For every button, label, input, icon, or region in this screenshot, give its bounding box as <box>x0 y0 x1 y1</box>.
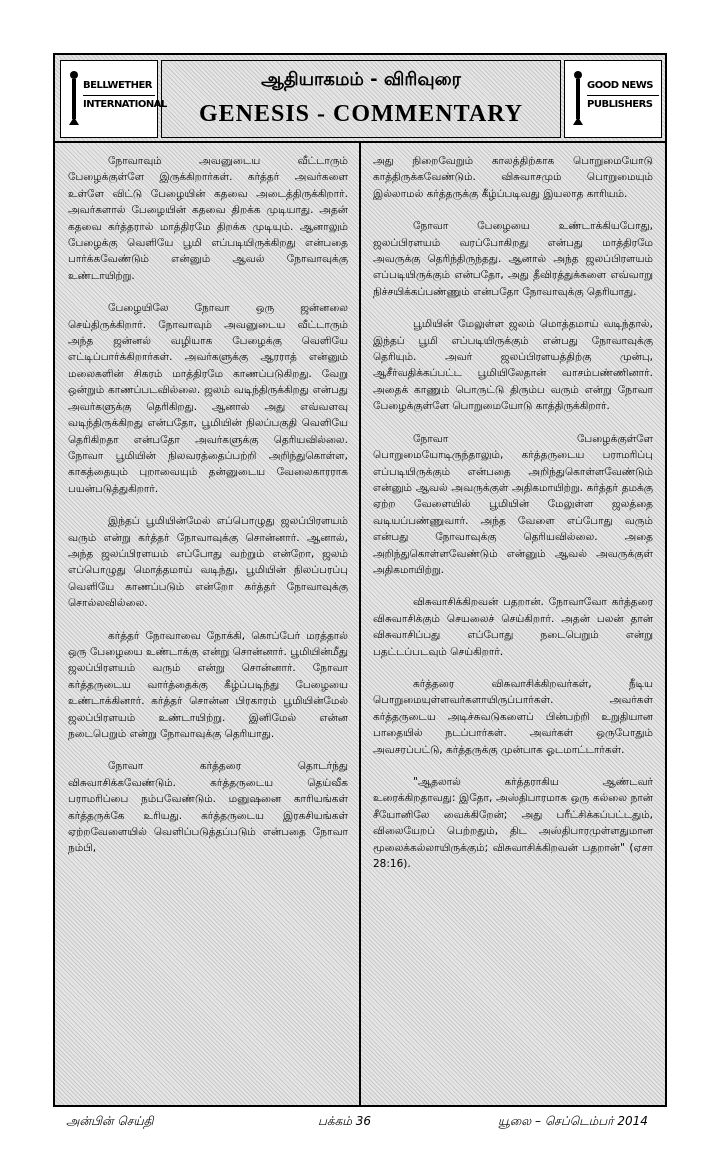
title-english: GENESIS - COMMENTARY <box>198 101 524 127</box>
right-column <box>373 153 653 1101</box>
right-logo-line2: PUBLISHERS <box>587 99 653 110</box>
scripture-quote: "ஆதலால் கர்த்தராகிய ஆண்டவர் உரைக்கிறதாவது: இதோ, அஸ்திபாரமாக ஒரு கல்லை நான் சீயோனிலே வைக்கிறேன்; அது பரீட்சிக்கப்பட்டதும், விலையேறப் பெற்றதும், திட அஸ்திபாரமுள்ளதுமான மூலைக்கல்லாயிருக்கும்; விசுவாசிக்கிறவன் பதறான்" (ஏசா 28:16). <box>373 776 653 871</box>
page-frame <box>53 53 667 1107</box>
paragraph: பூமியின் மேலுள்ள ஜலம் மொத்தமாய் வடிந்தால், இந்தப் பூமி எப்படியிருக்கும் என்பது நோவாவுக்கு தெரியும். அவர் ஜலப்பிரளயத்திற்கு முன்பு, ஆசீர்வதிக்கப்பட்ட பூமியிலேதான் வாசம்பண்ணினார். அதைக் காணும் பொருட்டு திரும்ப வரும் என்று நோவா பேழைக்குள்ளே பொறுமையோடு காத்திருக்கிறார். <box>373 318 653 413</box>
footer-publication: அன்பின் செய்தி <box>66 1114 154 1128</box>
title-tamil: ஆதியாகமம் - விரிவுரை <box>261 69 461 90</box>
footer-page-number: பக்கம் 36 <box>318 1114 372 1128</box>
paragraph: நோவா பேழையை உண்டாக்கியபோது, ஜலப்பிரளயம் வரப்போகிறது என்பது மாத்திரமே அவருக்கு தெரிந்திருந்தது. ஆனால் அந்த ஜலப்பிரளயம் எப்படியிருக்கும் என்பதோ, அது தீவிரத்துக்களை எவ்வாறு நிச்சயிக்கப்பண்ணும் என்பதோ நோவாவுக்கு தெரியாது. <box>373 220 653 298</box>
lamp-icon <box>69 71 79 127</box>
left-logo-line2: INTERNATIONAL <box>83 99 167 110</box>
left-column <box>68 153 348 1101</box>
paragraph: நோவாவும் அவனுடைய வீட்டாரும் பேழைக்குள்ளே இருக்கிறார்கள். கர்த்தர் அவர்களை உள்ளே விட்டு பேழையின் கதவை அடைத்திருக்கிறார். அவர்களால் பேழையின் கதவை திறக்க முடியாது. அதன் கதவை கர்த்தரால் மாத்திரமே திறக்க முடியும். ஆனாலும் பேழைக்கு வெளியே பூமி எப்படியிருக்கிறது என்பதை பார்க்கவேண்டும் என்னும் ஆவல் நோவாவுக்கு உண்டாயிற்று. <box>68 155 348 282</box>
footer-issue-date: யூலை – செப்டெம்பர் 2014 <box>498 1114 648 1128</box>
good-news-logo <box>564 60 662 138</box>
paragraph: விசுவாசிக்கிறவன் பதறான். நோவாவோ கர்த்தரை விசுவாசிக்கும் செயலைச் செய்கிறார். அதன் பலன் தான் விசுவாசிப்பது எப்போது நடைபெறும் என்று பதட்டப்படவும் செய்கிறார். <box>373 596 653 658</box>
left-logo-line1: BELLWETHER <box>83 77 155 96</box>
paragraph: கர்த்தரை விசுவாசிக்கிறவர்கள், நீடிய பொறுமையுள்ளவர்களாயிருப்பார்கள். அவர்கள் கர்த்தருடைய அடிச்சுவடுகளைப் பின்பற்றி உறுதியான பாதையில் நடப்பார்கள். அவர்கள் ஒருபோதும் அவசரப்பட்டு, கர்த்தருக்கு முன்பாக ஓடமாட்டார்கள். <box>373 677 653 756</box>
paragraph: நோவா கர்த்தரை தொடர்ந்து விசுவாசிக்கவேண்டும். கர்த்தருடைய தெய்வீக பராமரிப்பை நம்பவேண்டும். மனுஷனை காரியங்கள் கர்த்தருக்கே உரியது. கர்த்தருடைய இரகசியங்கள் ஏற்றவேளையில் வெளிப்படுத்தப்படும் என்பதை நோவா நம்பி, <box>68 760 348 855</box>
bellwether-logo <box>60 60 167 138</box>
column-divider <box>359 141 361 1105</box>
paragraph: இந்தப் பூமியின்மேல் எப்பொழுது ஜலப்பிரளயம் வரும் என்று கர்த்தர் நோவாவுக்கு சொன்னார். ஆனால், அந்த ஜலப்பிரளயம் எப்போது வற்றும் என்றோ, ஜலம் எப்பொழுது மொத்தமாய் வடிந்து, பூமியின் நிலப்பரப்பு வெளியே காணப்படும் என்றோ கர்த்தர் நோவாவுக்கு சொல்லவில்லை. <box>68 515 348 610</box>
paragraph: அது நிறைவேறும் காலத்திற்காக பொறுமையோடு காத்திருக்கவேண்டும். விசுவாசமும் பொறுமையும் இல்லாமல் கர்த்தருக்கு கீழ்ப்படிவது இயலாத காரியம். <box>373 155 653 200</box>
paragraph: கர்த்தர் நோவாவை நோக்கி, கொப்பேர் மரத்தால் ஒரு பேழையை உண்டாக்கு என்று சொன்னார். பூமியின்மீது ஜலப்பிரளயம் வரும் என்று சொன்னார். நோவா கர்த்தருடைய வார்த்தைக்கு கீழ்ப்படிந்து பேழையை உண்டாக்கினார். கர்த்தர் சொன்ன பிரகாரம் பூமியின்மேல் ஜலப்பிரளயம் உண்டாயிற்று. இனிமேல் என்ன நடைபெறும் என்று நோவாவுக்கு தெரியாது. <box>68 629 348 740</box>
paragraph: பேழையிலே நோவா ஒரு ஜன்னலை செய்திருக்கிறார். நோவாவும் அவனுடைய வீட்டாரும் அந்த ஜன்னல் வழியாக பேழைக்கு வெளியே எட்டிப்பார்க்கிறார்கள். அவர்களுக்கு ஆரராத் என்னும் மலைகளின் சிகரம் மாத்திரமே காணப்படுகிறது. வேறு ஒன்றும் காணப்படவில்லை. ஜலம் வடிந்திருக்கிறது என்பது அவர்களுக்கு தெரிகிறது. ஆனால் அது எவ்வளவு வடிந்திருக்கிறது என்பதோ, பூமியின் நிலப்பகுதி வெளியே தெரிகிறதா என்பதோ அவர்களுக்கு தெரியவில்லை. நோவா பூமியின் நிலவரத்தைப்பற்றி அறிந்துகொள்ள, காகத்தையும் புறாவையும் தன்னுடைய வேலைகாரராக பயன்படுத்துகிறார். <box>68 302 348 495</box>
title-box <box>161 60 561 138</box>
paragraph: நோவா பேழைக்குள்ளே பொறுமையோடிருந்தாலும், கர்த்தருடைய பராமரிப்பு எப்படியிருக்கும் என்பதை அறிந்துகொள்ளவேண்டும் என்னும் ஆவல் அவருக்குள் அதிகமாயிற்று. கர்த்தர் தமக்கு ஏற்ற வேளையில் பூமியின் மேலுள்ள ஜலத்தை வடியப்பண்ணுவார். அந்த வேளை எப்போது வரும் என்பது நோவாவுக்கு தெரியவில்லை. அதை அறிந்துகொள்ளவேண்டும் என்னும் ஆவல் அவருக்குள் அதிகமாயிற்று. <box>373 432 653 576</box>
right-logo-line1: GOOD NEWS <box>587 77 659 96</box>
page-header <box>55 55 665 143</box>
lamp-icon <box>573 71 583 127</box>
